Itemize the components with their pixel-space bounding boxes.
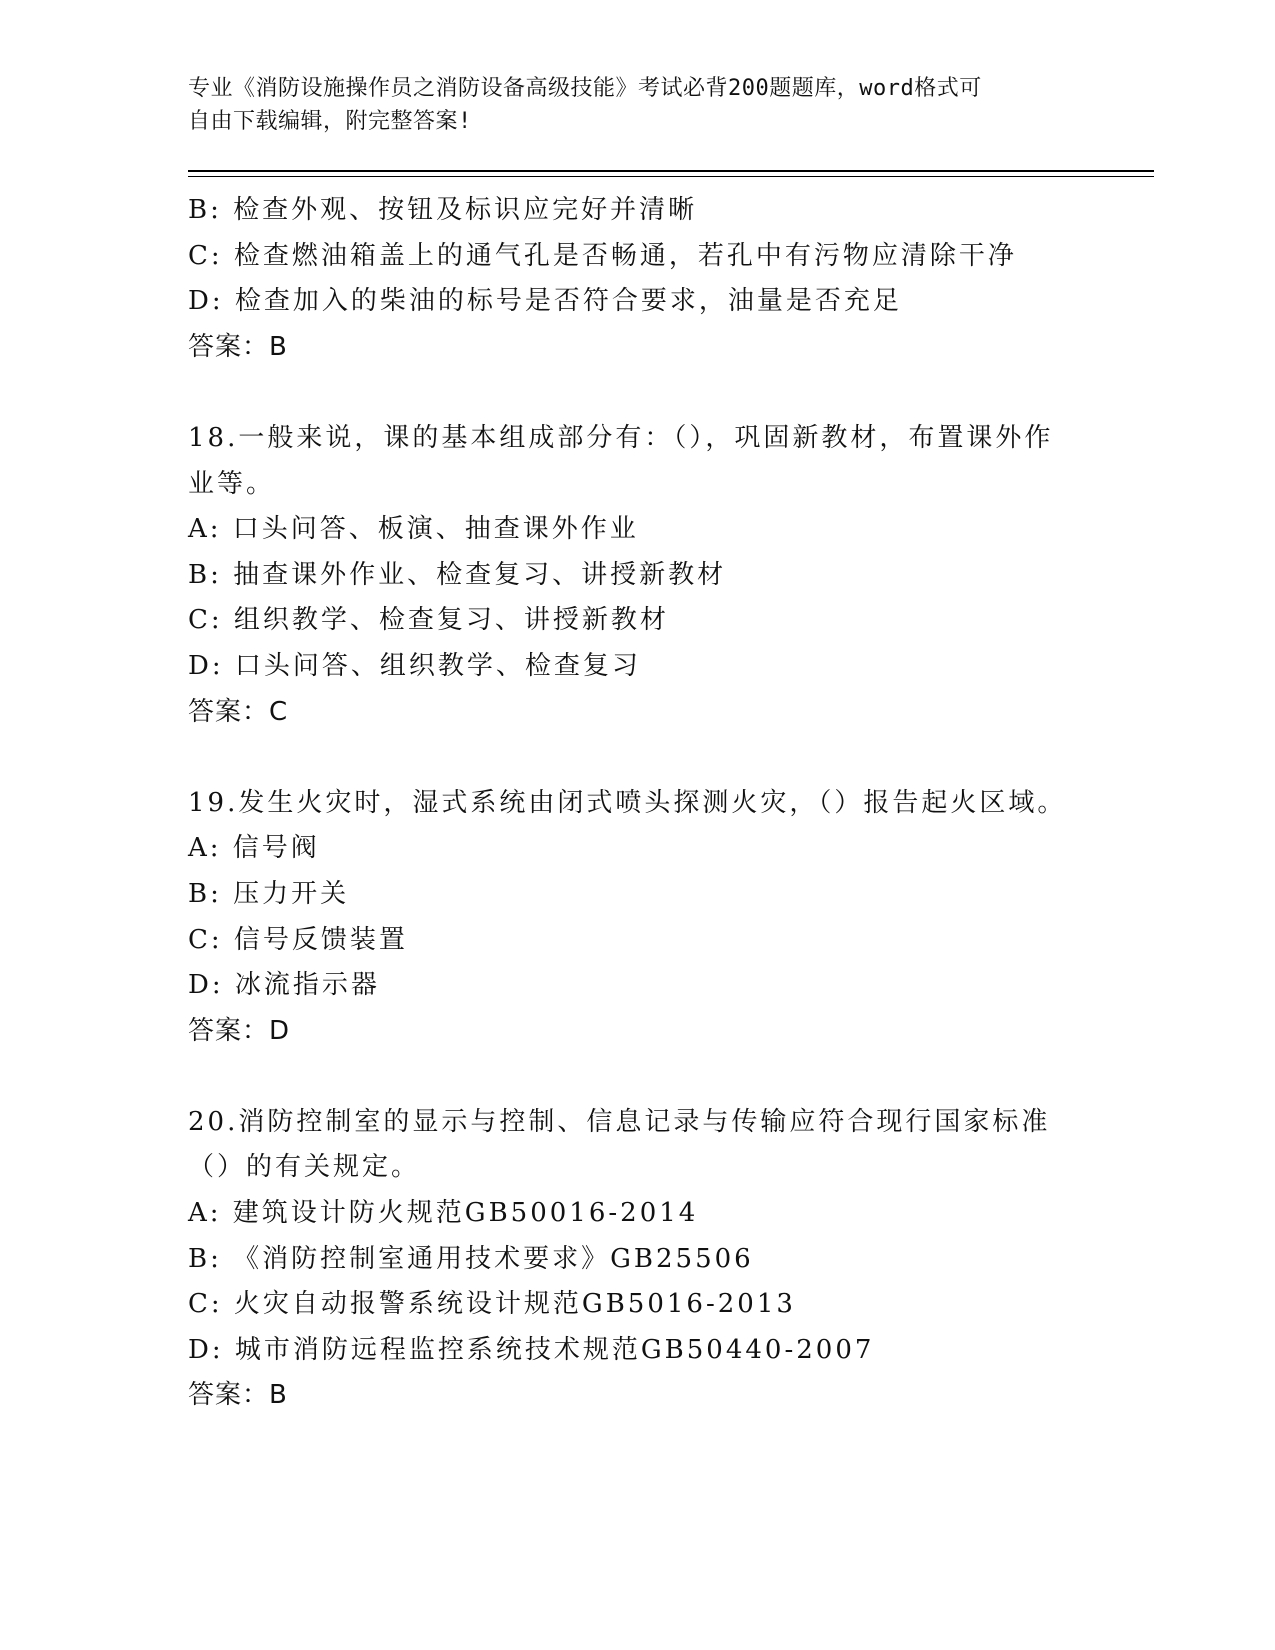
question-stem: 18.一般来说，课的基本组成部分有：（），巩固新教材，布置课外作业等。 xyxy=(188,422,1054,499)
answer-line: 答案：B xyxy=(188,1380,288,1411)
question-stem: 20.消防控制室的显示与控制、信息记录与传输应符合现行国家标准（）的有关规定。 xyxy=(188,1106,1051,1183)
header-divider-top xyxy=(188,170,1154,172)
header-line-1: 专业《消防设施操作员之消防设备高级技能》考试必背200题题库，word格式可 xyxy=(188,76,982,101)
answer-line: 答案：C xyxy=(188,696,289,727)
option-b: B: 抽查课外作业、检查复习、讲授新教材 xyxy=(188,559,727,590)
option-c: C: 组织教学、检查复习、讲授新教材 xyxy=(188,605,669,636)
spacer xyxy=(188,1054,1088,1100)
option-d: D: 口头问答、组织教学、检查复习 xyxy=(188,650,641,681)
option-d: D: 冰流指示器 xyxy=(188,970,380,1001)
option-b: B: 检查外观、按钮及标识应完好并清晰 xyxy=(188,195,698,225)
question-block-17-continued xyxy=(188,188,1088,370)
spacer xyxy=(188,735,1088,781)
option-a: A: 建筑设计防火规范GB50016-2014 xyxy=(188,1198,699,1229)
spacer xyxy=(188,370,1088,416)
question-block-18 xyxy=(188,416,1088,735)
question-block-20 xyxy=(188,1100,1088,1419)
option-b: B: 压力开关 xyxy=(188,878,350,909)
question-stem: 19.发生火灾时，湿式系统由闭式喷头探测火灾，（）报告起火区域。 xyxy=(188,787,1067,818)
answer-line: 答案：B xyxy=(188,331,288,362)
option-c: C: 信号反馈装置 xyxy=(188,924,408,955)
option-a: A: 信号阀 xyxy=(188,833,320,864)
option-c: C: 火灾自动报警系统设计规范GB5016-2013 xyxy=(188,1289,796,1320)
answer-line: 答案：D xyxy=(188,1015,291,1046)
document-header xyxy=(188,72,1068,138)
question-list xyxy=(188,188,1088,1419)
header-divider-bottom xyxy=(188,176,1154,177)
option-c: C: 检查燃油箱盖上的通气孔是否畅通，若孔中有污物应清除干净 xyxy=(188,240,1017,271)
option-b: B: 《消防控制室通用技术要求》GB25506 xyxy=(188,1243,754,1274)
question-block-19 xyxy=(188,781,1088,1055)
header-line-2: 自由下载编辑，附完整答案! xyxy=(188,109,472,134)
option-d: D: 城市消防远程监控系统技术规范GB50440-2007 xyxy=(188,1334,875,1365)
option-d: D: 检查加入的柴油的标号是否符合要求，油量是否充足 xyxy=(188,286,902,317)
option-a: A: 口头问答、板演、抽查课外作业 xyxy=(188,514,639,545)
